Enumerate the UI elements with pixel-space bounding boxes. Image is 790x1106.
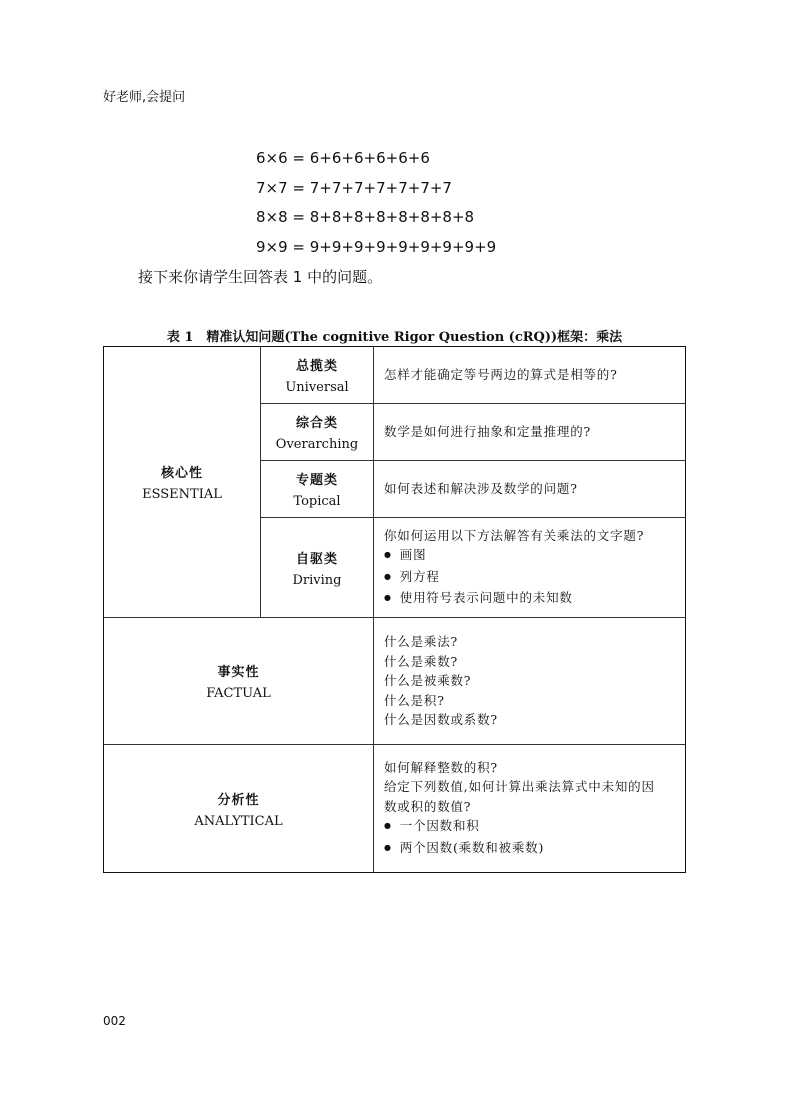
bullet-item: ● 列方程 [384, 567, 679, 589]
book-title: 好老师,会提问 [103, 90, 186, 105]
category-label-zh: 事实性 [217, 665, 260, 680]
category-label-zh: 核心性 [160, 466, 203, 481]
subcategory-label-en: Universal [285, 380, 349, 395]
subcategory-label-zh: 总揽类 [295, 359, 338, 374]
category-label-zh: 分析性 [217, 792, 260, 808]
bullet-item: ● 一个因数和积 [384, 816, 679, 838]
equation: 8×8 = 8+8+8+8+8+8+8+8 [256, 208, 475, 226]
topical-subcategory [261, 461, 373, 517]
equation: 7×7 = 7+7+7+7+7+7+7 [256, 178, 452, 197]
question-text: 什么是被乘数? [384, 673, 472, 689]
overarching-subcategory [261, 404, 373, 460]
question-text: 什么是乘法? [384, 634, 459, 650]
question-text: 如何解释整数的积? [384, 759, 498, 775]
overarching-question [374, 404, 685, 460]
equation-list [256, 147, 496, 265]
subcategory-label-en: Overarching [275, 437, 359, 452]
category-label-en: ESSENTIAL [142, 487, 222, 502]
question-text: 什么是因数或系数? [384, 712, 498, 728]
subcategory-label-zh: 综合类 [295, 416, 338, 431]
question-text: 数学是如何进行抽象和定量推理的? [384, 424, 592, 440]
table-caption: 表 1 精准认知问题(The cognitive Rigor Question (cRQ))框架：乘法 [166, 330, 623, 345]
question-text: 什么是乘数? [384, 653, 459, 669]
driving-question [374, 518, 685, 617]
analytical-category [104, 745, 373, 872]
question-text: 什么是积? [384, 692, 445, 708]
subcategory-label-zh: 专题类 [295, 473, 338, 488]
question-text: 怎样才能确定等号两边的算式是相等的? [384, 367, 618, 383]
crq-table [103, 346, 686, 873]
page-number: 002 [103, 1014, 126, 1028]
subcategory-label-zh: 自驱类 [295, 551, 338, 567]
subcategory-label-en: Topical [293, 494, 341, 509]
topical-question [374, 461, 685, 517]
driving-subcategory [261, 518, 373, 617]
instruction-paragraph: 接下来你请学生回答表 1 中的问题。 [138, 268, 383, 286]
universal-question [374, 347, 685, 403]
question-text: 数或积的数值? [384, 798, 472, 814]
category-label-en: FACTUAL [206, 686, 271, 701]
category-label-en: ANALYTICAL [194, 813, 283, 829]
bullet-item: ● 画图 [384, 545, 679, 567]
bullet-item: ● 两个因数(乘数和被乘数) [384, 838, 679, 860]
bullet-item: ● 使用符号表示问题中的未知数 [384, 588, 679, 610]
equation: 9×9 = 9+9+9+9+9+9+9+9+9 [256, 237, 497, 256]
subcategory-label-en: Driving [292, 572, 342, 588]
question-text: 给定下列数值,如何计算出乘法算式中未知的因 [384, 779, 655, 795]
factual-questions [374, 618, 685, 744]
essential-category [104, 347, 260, 617]
equation: 6×6 = 6+6+6+6+6+6 [256, 149, 430, 167]
question-text: 你如何运用以下方法解答有关乘法的文字题? [384, 527, 645, 543]
universal-subcategory [261, 347, 373, 403]
factual-category [104, 618, 373, 744]
question-text: 如何表述和解决涉及数学的问题? [384, 481, 578, 497]
analytical-questions [374, 745, 685, 872]
